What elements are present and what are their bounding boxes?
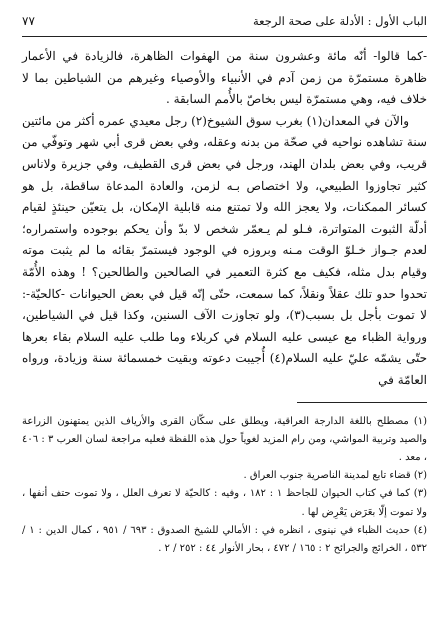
running-header — [22, 12, 427, 30]
paragraph: -كما قالوا- أنّه مائة وعشرون سنة من الهفوات الظاهرة، فالزيادة في الأعمار ظاهرة مستمرّة من زمن آدم في الأنبياء والأوصياء وغيرهم من الشياطين بما لا خلاف فيه، وهي مستمرّة ليس بخاصّ بالأُمم السابقة . — [22, 49, 428, 107]
main-text — [22, 46, 427, 392]
footnote: (٢) قضاء تابع لمدينة الناصرية جنوب العراق . — [243, 470, 427, 482]
footnote-rule — [297, 402, 427, 403]
paragraph: والآن في المعدان(١) بغرب سوق الشيوخ(٢) رجل معيدي عمره أكثر من مائتين سنة تشاهده نواحيه في صحّة من بدنه وعقله، وفي بعض قرى أبي شهر وتوفّي من قريب، وفي بعض بلدان الهند، ورجل في بعض قرى القطيف، وفي جزيرة ولاناس كثير تجاوزوا الطبيعي، ولا اختصاص بـه لزمن، والعادة المدعاة ساقطة، بل هو كسائر الممكنات، ولا يعجز الله ولا تمتنع منه قابلية الإمكان، بل يتعيّن حينئذٍ لقيام أدلّة الثبوت المتواترة، فـلو لم يـعمّر شخص لا بدّ وأن يحكم بوجوده واستمراره؛ لعدم جـواز خـلوّ الوقت مـنه وبروزه في الوجود فيستمرّ بقائه ما لم يثبت موته وقيام بدل مثله، فكيف مع كثرة التعمير في الصالحين والطالحين؟ ! وهذه الأُمّة تحدوا حدو تلك عقلاً ونقلاً، كما سمعت، حتّى إنّه قيل في بعض الحيوانات -كالحيّة-: لا تموت بأجل بل بسبب(٣)، ولو تجاوزت الآف السنين، وكذا قيل في الشياطين، ورواية الظباء مع عيسى عليه السلام في كربلاء وما طلب عليه السلام بقاء بعرها حتّى يشمّه عليّ عليه السلام(٤) أُجيبت دعوته وبقيت خمسمائة سنة وزيادة، ورواه العامّة في — [22, 113, 427, 387]
page-number: ٧٧ — [22, 14, 35, 28]
header-rule — [22, 36, 427, 37]
running-title: الباب الأول : الأدلة على صحة الرجعة — [253, 14, 427, 28]
footnotes — [22, 413, 427, 559]
footnote: (٣) كما في كتاب الحيوان للجاحظ ١ : ١٨٢ ، وفيه : كالحيّة لا تعرف العلل ، ولا تموت حتف أنفها ، ولا تموت إلّا بعَرَض يَعْرِض لها . — [22, 488, 427, 518]
footnote: (١) مصطلح باللغة الدارجة العراقية، ويطلق على سكّان القرى والأرياف الذين يمتهنون الزراعة والصيد وتربية المواشي، ومن رام المزيد لغوياً حول هذه اللفظة فعليه مراجعة لسان العرب ٣ : ٤٠٦ ، معد . — [22, 415, 427, 463]
footnote: (٤) حديث الظباء في نينوى ، انظره في : الأمالي للشيخ الصدوق : ٦٩٣ / ٩٥١ ، كمال الدين : ١ / ٥٣٢ ، الخرائج والجرائح ٢ : ١٦٥ / ٤٧٢ ، بحار الأنوار ٤٤ : ٢٥٢ / ٢ . — [22, 524, 427, 554]
